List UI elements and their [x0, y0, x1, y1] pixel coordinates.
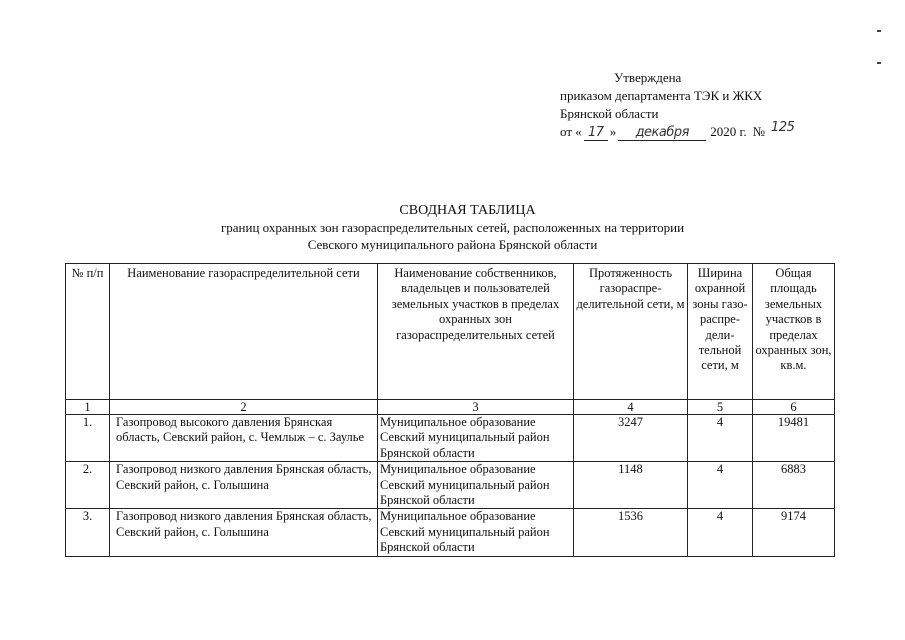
- handwritten-day: 17: [584, 126, 608, 141]
- header-network: Наименование газораспределительной сети: [110, 264, 378, 400]
- column-number-row: [66, 400, 835, 415]
- column-number: 1: [66, 400, 110, 415]
- row-number: 3.: [66, 509, 110, 556]
- handwritten-month: декабря: [618, 126, 706, 141]
- approval-date-line: [560, 120, 860, 141]
- summary-table: [65, 263, 835, 557]
- scan-mark: [877, 30, 881, 32]
- network-name: Газопровод низкого давления Брянская область, Севский район, с. Голышина: [110, 462, 378, 509]
- header-width: Ширина охранной зоны газо-распре-дели-тельной сети, м: [688, 264, 753, 400]
- title-subtitle: границ охранных зон газораспределительных сетей, расположенных на территории: [220, 220, 685, 235]
- network-length: 1148: [574, 462, 688, 509]
- owner-name: Муниципальное образование Севский муниципальный район Брянской области: [378, 509, 574, 556]
- column-number: 3: [378, 400, 574, 415]
- table-row: [66, 415, 835, 462]
- number-sign: №: [752, 124, 766, 139]
- table-row: [66, 462, 835, 509]
- row-number: 2.: [66, 462, 110, 509]
- date-quote-close: »: [609, 124, 617, 139]
- zone-area: 6883: [753, 462, 835, 509]
- title-region: Севского муниципального района Брянской области: [307, 237, 598, 252]
- owner-name: Муниципальное образование Севский муниципальный район Брянской области: [378, 415, 574, 462]
- date-year: 2020 г.: [710, 124, 747, 139]
- column-number: 6: [753, 400, 835, 415]
- handwritten-number: 125: [771, 120, 795, 135]
- date-prefix: от «: [560, 124, 582, 139]
- table-header-row: [66, 264, 835, 400]
- owner-name: Муниципальное образование Севский муниципальный район Брянской области: [378, 462, 574, 509]
- document-title: [0, 202, 905, 253]
- column-number: 4: [574, 400, 688, 415]
- approval-order: приказом департамента ТЭК и ЖКХ: [560, 88, 763, 103]
- zone-area: 19481: [753, 415, 835, 462]
- network-name: Газопровод низкого давления Брянская область, Севский район, с. Голышина: [110, 509, 378, 556]
- header-number: № п/п: [66, 264, 110, 400]
- approval-title: Утверждена: [614, 70, 682, 85]
- header-owners: Наименование собственников, владельцев и пользователей земельных участков в пределах охранных зон газораспределительных сетей: [378, 264, 574, 400]
- column-number: 5: [688, 400, 753, 415]
- approval-region: Брянской области: [560, 106, 659, 121]
- title-main: СВОДНАЯ ТАБЛИЦА: [399, 203, 536, 218]
- header-area: Общая площадь земельных участков в пределах охранных зон, кв.м.: [753, 264, 835, 400]
- network-name: Газопровод высокого давления Брянская область, Севский район, с. Чемлыж – с. Заулье: [110, 415, 378, 462]
- network-length: 3247: [574, 415, 688, 462]
- approval-block: [560, 69, 860, 141]
- zone-width: 4: [688, 415, 753, 462]
- column-number: 2: [110, 400, 378, 415]
- scan-mark: [877, 62, 881, 64]
- row-number: 1.: [66, 415, 110, 462]
- zone-width: 4: [688, 462, 753, 509]
- network-length: 1536: [574, 509, 688, 556]
- table-row: [66, 509, 835, 556]
- zone-width: 4: [688, 509, 753, 556]
- zone-area: 9174: [753, 509, 835, 556]
- header-length: Протяженность газораспре-делительной сети, м: [574, 264, 688, 400]
